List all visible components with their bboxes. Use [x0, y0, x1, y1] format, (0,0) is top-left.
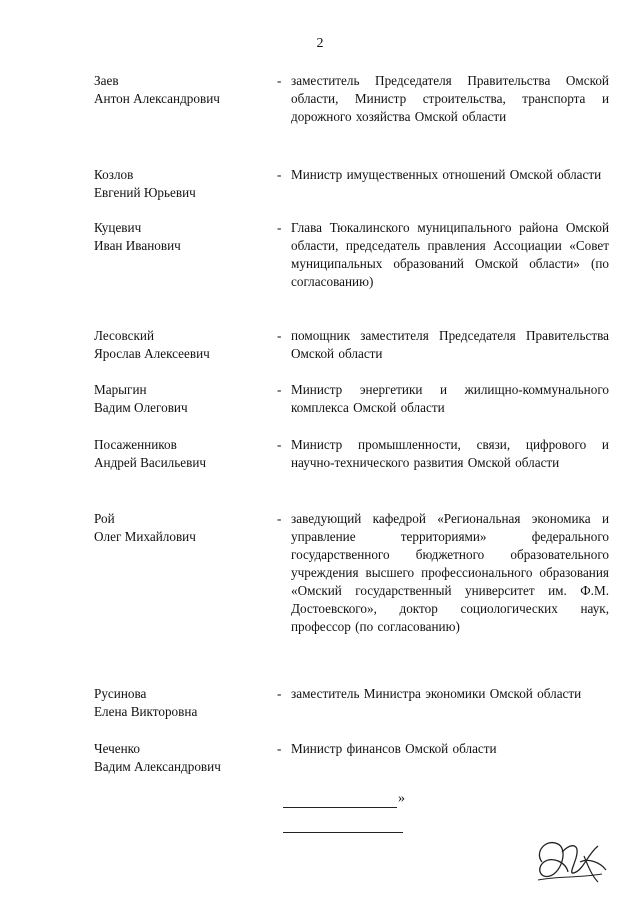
person-name — [94, 166, 264, 202]
person-name — [94, 436, 264, 472]
dash-separator: - — [277, 220, 282, 235]
person-name — [94, 72, 264, 108]
footer-rule — [283, 807, 397, 808]
dash-separator: - — [277, 741, 282, 756]
given-names: Ярослав Алексеевич — [94, 346, 210, 361]
given-names: Антон Александрович — [94, 91, 220, 106]
position-title: Министр энергетики и жилищно-коммунального комплекса Омской области — [291, 382, 609, 415]
closing-rule — [283, 832, 403, 833]
person-name — [94, 219, 264, 255]
position-title: Министр промышленности, связи, цифрового и научно-технического развития Омской области — [291, 437, 609, 470]
surname: Чеченко — [94, 741, 140, 756]
position-title: Министр имущественных отношений Омской области — [291, 167, 602, 182]
given-names: Иван Иванович — [94, 238, 181, 253]
dash-separator: - — [277, 511, 282, 526]
given-names: Олег Михайлович — [94, 529, 196, 544]
closing-quote: » — [398, 791, 405, 806]
position-title: заместитель Министра экономики Омской области — [291, 686, 582, 701]
surname: Марыгин — [94, 382, 147, 397]
surname: Русинова — [94, 686, 147, 701]
given-names: Вадим Олегович — [94, 400, 188, 415]
position-title: заведующий кафедрой «Региональная экономика и управление территориями» федерального государственного бюджетного образовательного учреждения высшего профессионального образования «Омский государственный университет им. Ф.М. Достоевского», доктор социологических наук, профессор (по согласованию) — [291, 511, 609, 634]
surname: Рой — [94, 511, 115, 526]
given-names: Вадим Александрович — [94, 759, 221, 774]
person-name — [94, 685, 264, 721]
person-name — [94, 327, 264, 363]
surname: Посаженников — [94, 437, 177, 452]
person-name — [94, 740, 264, 776]
dash-separator: - — [277, 686, 282, 701]
dash-separator: - — [277, 73, 282, 88]
surname: Куцевич — [94, 220, 142, 235]
position-title: помощник заместителя Председателя Правительства Омской области — [291, 328, 609, 361]
surname: Козлов — [94, 167, 134, 182]
surname: Лесовский — [94, 328, 155, 343]
given-names: Евгений Юрьевич — [94, 185, 196, 200]
dash-separator: - — [277, 328, 282, 343]
page-number: 2 — [316, 36, 324, 51]
person-name — [94, 510, 264, 546]
person-name — [94, 381, 264, 417]
position-title: Министр финансов Омской области — [291, 741, 497, 756]
given-names: Андрей Васильевич — [94, 455, 207, 470]
position-title: заместитель Председателя Правительства Омской области, Министр строительства, транспорта и дорожного хозяйства Омской области — [291, 73, 609, 124]
surname: Заев — [94, 73, 119, 88]
dash-separator: - — [277, 167, 282, 182]
given-names: Елена Викторовна — [94, 704, 198, 719]
position-title: Глава Тюкалинского муниципального района Омской области, председатель правления Ассоциации «Совет муниципальных образований Омской области» (по согласованию) — [291, 220, 609, 289]
dash-separator: - — [277, 437, 282, 452]
dash-separator: - — [277, 382, 282, 397]
signature-icon — [528, 832, 610, 890]
